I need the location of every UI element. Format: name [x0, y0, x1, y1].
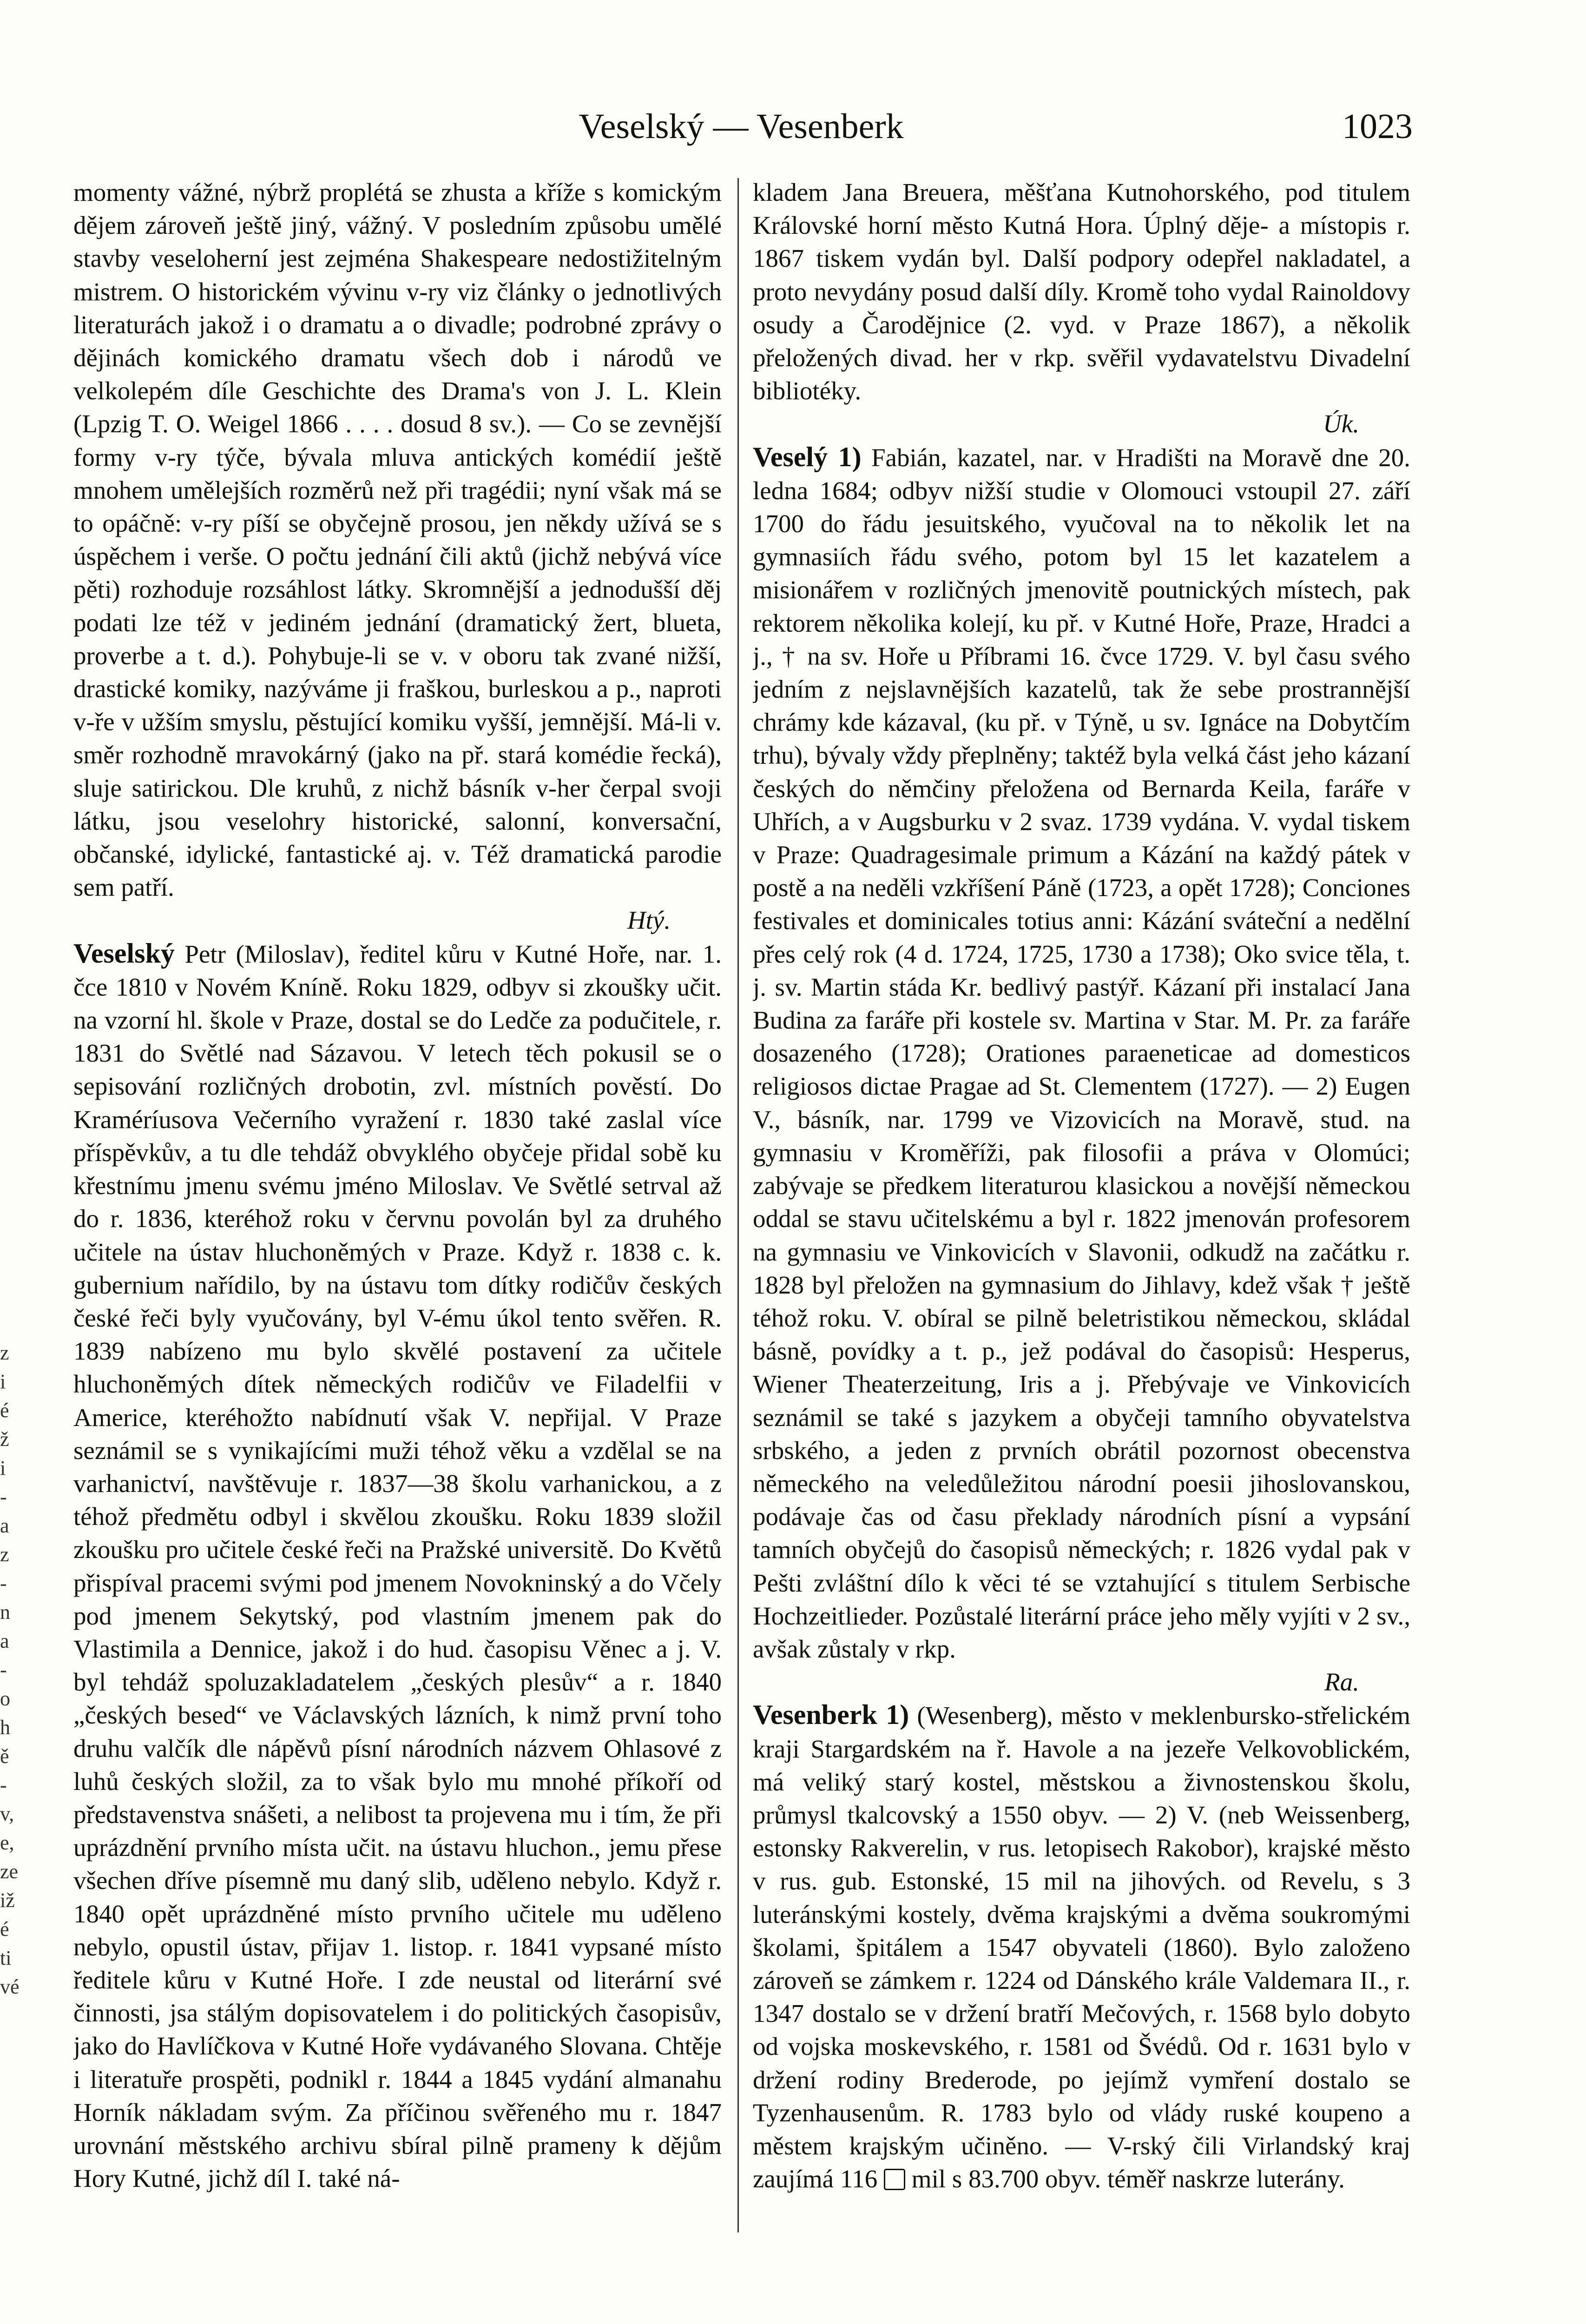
- entry-body: (Wesenberg), město v meklenbursko-střelickém kraji Stargardském na ř. Havole a na jezeře Velkovoblickém, má veliký starý kostel, městskou a živnostenskou školu, průmysl tkalcovský a 1550 obyv. — 2) V. (neb Weissenberg, estonsky Rakverelin, v rus. letopisech Rakobor), krajské město v rus. gub. Estonské, 15 mil na jihových. od Revelu, s 3 luteránskými kostely, dvěma krajskými a dvěma soukromými školami, špitálem a 1547 obyvateli (1860). Bylo založeno zároveň se zámkem r. 1224 od Dánského krále Valdemara II., r. 1347 dostalo se v držení bratří Mečových, r. 1568 bylo dobyto od vojska moskevského, r. 1581 od Švédů. Od r. 1631 bylo v držení rodiny Brederode, po jejímž vymření dostalo se Tyzenhausenům. R. 1783 bylo od vlády ruské koupeno a městem krajským učiněno. — V-rský čili Virlandský kraj zaujímá 116: [753, 1701, 1410, 2193]
- margin-fragment: é: [0, 1399, 9, 1422]
- margin-fragment: ž: [0, 1428, 9, 1451]
- column-divider: [737, 178, 739, 2232]
- margin-fragment: -: [0, 1774, 7, 1796]
- margin-fragment: -: [0, 1572, 7, 1595]
- margin-fragment: a: [0, 1630, 9, 1652]
- margin-fragment: v,: [0, 1802, 14, 1825]
- right-column: [753, 176, 1410, 2239]
- margin-fragment: é: [0, 1918, 9, 1941]
- entry-veselsky: [73, 937, 722, 2195]
- entry-body: Fabián, kazatel, nar. v Hradišti na Moravě dne 20. ledna 1684; odbyv nižší studie v Olomouci vstoupil 27. září 1700 do řádu jesuitského, vyučoval na to několik let na gymnasiích řádu svého, potom byl 15 let kazatelem a misionářem v rozličných jmenovitě poutnických místech, pak rektorem několika kolejí, ku př. v Kutné Hoře, Praze, Hradci a j., † na sv. Hoře u Příbrami 16. čvce 1729. V. byl času svého jedním z nejslavnějších kazatelů, tak že sebe prostrannější chrámy kde kázaval, (ku př. v Týně, u sv. Ignáce na Dobytčím trhu), bývaly vždy přeplněny; taktéž byla velká část jeho kázaní českých do němčiny přeložena od Bernarda Keila, faráře v Uhřích, a v Augsburku v 2 svaz. 1739 vydána. V. vydal tiskem v Praze: Quadragesimale primum a Kázání na každý pátek v postě a na neděli vzkříšení Páně (1723, a opět 1728); Conciones festivales et dominicales totius anni: Kázání sváteční a nedělní přes celý rok (4 d. 1724, 1725, 1730 a 1738); Oko svice těla, t. j. sv. Martin stáda Kr. bedlivý pastýř. Kázaní při instalací Jana Budina za faráře při kostele sv. Martina v Star. M. Pr. za faráře dosazeného (1728); Orationes paraeneticae ad domesticos religiosos dictae Pragae ad St. Clementem (1727). — 2) Eugen V., básník, nar. 1799 ve Vizovicích na Moravě, stud. na gymnasiu v Kroměříži, pak filosofii a práva v Olomúci; zabývaje se předkem literaturou klasickou a novější německou oddal se stavu učitelskému a byl r. 1822 jmenován profesorem na gymnasiu ve Vinkovicích v Slavonii, odkudž na začátku r. 1828 byl přeložen na gymnasium do Jihlavy, kdež však † ještě téhož roku. V. obíral se pilně beletristikou německou, skládal básně, povídky a t. p., jež podával do časopisů: Hesperus, Wiener Theaterzeitung, Iris a j. Přebývaje ve Vinkovicích seznámil se také s jazykem a obyčeji tamního obyvatelstva srbského, a jeden z prvních obrátil pozornost obecenstva německého na veledůležitou národní poesii jihoslovanskou, podávaje čas od času překlady národních písní a vypsání tamních obyčejů do časopisů německých; r. 1826 vydal pak v Pešti zvláštní dílo k věci té se vztahující s titulem Serbische Hochzeitlieder. Pozůstalé literární práce jeho měly vyjíti v 2 sv., avšak zůstaly v rkp.: [753, 443, 1410, 1663]
- entry-headword: Veselý 1): [753, 441, 862, 472]
- entry-signature: Úk.: [1323, 409, 1359, 438]
- margin-fragment: ě: [0, 1745, 9, 1768]
- margin-fragment: z: [0, 1341, 9, 1364]
- entry-headword: Vesenberk 1): [753, 1699, 909, 1730]
- entry-veselsky-continuation: kladem Jana Breuera, měšťana Kutnohorského, pod titulem Královské horní město Kutná Hora. Úplný děje- a místopis r. 1867 tiskem vydán byl. Další podpory odepřel nakladatel, a proto nevydány posud další díly. Kromě toho vydal Rainoldovy osudy a Čarodějnice (2. vyd. v Praze 1867), a několik přeložených divad. her v rkp. svěřil vydavatelstvu Divadelní bibliotéky.: [753, 178, 1410, 405]
- margin-fragment: iž: [0, 1889, 15, 1912]
- square-mile-symbol-icon: [884, 2169, 905, 2190]
- margin-fragment: i: [0, 1370, 6, 1393]
- entry-vesenberk: [753, 1698, 1410, 2195]
- margin-fragment: ze: [0, 1860, 19, 1883]
- margin-fragment: -: [0, 1486, 7, 1508]
- margin-fragment: h: [0, 1716, 10, 1739]
- margin-fragment: a: [0, 1514, 9, 1537]
- margin-fragment: e,: [0, 1831, 14, 1854]
- margin-fragment: n: [0, 1601, 10, 1624]
- header-title: Veselský — Vesenberk: [579, 107, 904, 146]
- page-number: 1023: [1342, 107, 1413, 146]
- margin-fragment: i: [0, 1457, 6, 1479]
- margin-fragment: o: [0, 1687, 10, 1710]
- running-header: [70, 103, 1413, 154]
- entry-body: Petr (Miloslav), ředitel kůru v Kutné Hoře, nar. 1. čce 1810 v Novém Kníně. Roku 1829, odbyv si zkoušky učit. na vzorní hl. škole v Praze, dostal se do Ledče za podučitele, r. 1831 do Světlé nad Sázavou. V letech těch pokusil se o sepisování rozličných drobotin, zvl. místních pověstí. Do Kraméríusova Večerního vyražení r. 1830 také zaslal více příspěvkův, a tu dle tehdáž obvyklého obyčeje přidal sobě ku křestnímu jmenu svému jméno Miloslav. Ve Světlé setrval až do r. 1836, kteréhož roku v červnu povolán byl za druhého učitele na ústav hluchoněmých v Praze. Když r. 1838 c. k. gubernium nařídilo, by na ústavu tom dítky rodičův českých české řeči byly vyučovány, byl V-ému úkol tento svěřen. R. 1839 nabízeno mu bylo skvělé postavení za učitele hluchoněmých dítek německých rodičův ve Filadelfii v Americe, kteréhožto nabídnutí však V. nepřijal. V Praze seznámil se s vynikajícími muži téhož věku a vzdělal se na varhanictví, navštěvuje r. 1837—38 školu varhanickou, a z téhož předmětu odbyl i skvělou zkoušku. Roku 1839 složil zkoušku pro učitele české řeči na Pražské universitě. Do Květů přispíval pracemi svými pod jmenem Novokninský a do Včely pod jmenem Sekytský, pod vlastním jmenem pak do Vlastimila a Dennice, jakož i do hud. časopisu Věnec a j. V. byl tehdáž spoluzakladatelem „českých plesův“ a r. 1840 „českých besed“ ve Václavských lázních, k nimž první toho druhu valčík dle nápěvů písní národních názvem Ohlasové z luhů českých složil, za to však bylo mu mnohé příkoří od představenstva snášeti, a nelibost ta projevena mu i tím, že při uprázdnění prvního místa učit. na ústavu hluchon., jemu přese všechen dříve písemně mu daný slib, uděleno nebylo. Když r. 1840 opět uprázdněné místo prvního učitele mu uděleno nebylo, opustil ústav, přijav 1. listop. r. 1841 vypsané místo ředitele kůru v Kutné Hoře. I zde neustal od literární své činnosti, jsa stálým dopisovatelem i do politických časopisův, jako do Havlíčkova v Kutné Hoře vydávaného Slovana. Chtěje i literatuře prospěti, podnikl r. 1844 a 1845 vydání almanahu Horník nákladam svým. Za příčinou svěřeného mu r. 1847 urovnání městského archivu sbíral pilně prameny k dějům Hory Kutné, jichž díl I. také ná-: [73, 939, 722, 2193]
- margin-fragment: vé: [0, 1975, 20, 1998]
- margin-fragment: -: [0, 1658, 7, 1681]
- entry-vesely: [753, 441, 1410, 1666]
- left-column: [73, 176, 722, 2239]
- left-margin-fragments: [0, 1339, 19, 2001]
- margin-fragment: ti: [0, 1947, 12, 1969]
- entry-signature: Ra.: [1324, 1668, 1359, 1697]
- entry-headword: Veselský: [73, 938, 175, 969]
- entry-signature: Htý.: [627, 906, 671, 935]
- entry-body-end: mil s 83.700 obyv. téměř naskrze luterány.: [911, 2165, 1345, 2193]
- margin-fragment: z: [0, 1543, 9, 1566]
- entry-veselohra-continuation: momenty vážné, nýbrž proplétá se zhusta a kříže s komickým dějem zároveň ještě jiný, vážný. V posledním způsobu umělé stavby veseloherní jest zejména Shakespeare nedostižitelným mistrem. O historickém vývinu v-ry viz články o jednotlivých literaturách jakož i o dramatu a o divadle; podrobné zprávy o dějinách komického dramatu všech dob i národů ve velkolepém díle Geschichte des Drama's von J. L. Klein (Lpzig T. O. Weigel 1866 . . . . dosud 8 sv.). — Co se zevnější formy v-ry týče, bývala mluva antických komédií ještě mnohem umělejších rozměrů než při tragédii; nyní však má se to opáčně: v-ry píší se obyčejně prosou, jen někdy užívá se s úspěchem i verše. O počtu jednání čili aktů (jichž nebývá více pěti) rozhoduje rozsáhlost látky. Skromnější a jednodušší děj podati lze též v jediném jednání (dramatický žert, blueta, proverbe a t. d.). Pohybuje-li se v. v oboru tak zvané nižší, drastické komiky, nazýváme ji fraškou, burleskou a p., naproti v-ře v užším smyslu, pěstující komiku vyšší, jemnější. Má-li v. směr rozhodně mravokárný (jako na př. stará komédie řecká), sluje satirickou. Dle kruhů, z nichž básník v-her čerpal svoji látku, jsou veselohry historické, salonní, konversační, občanské, idylické, fantastické aj. v. Též dramatická parodie sem patří.: [73, 178, 722, 902]
